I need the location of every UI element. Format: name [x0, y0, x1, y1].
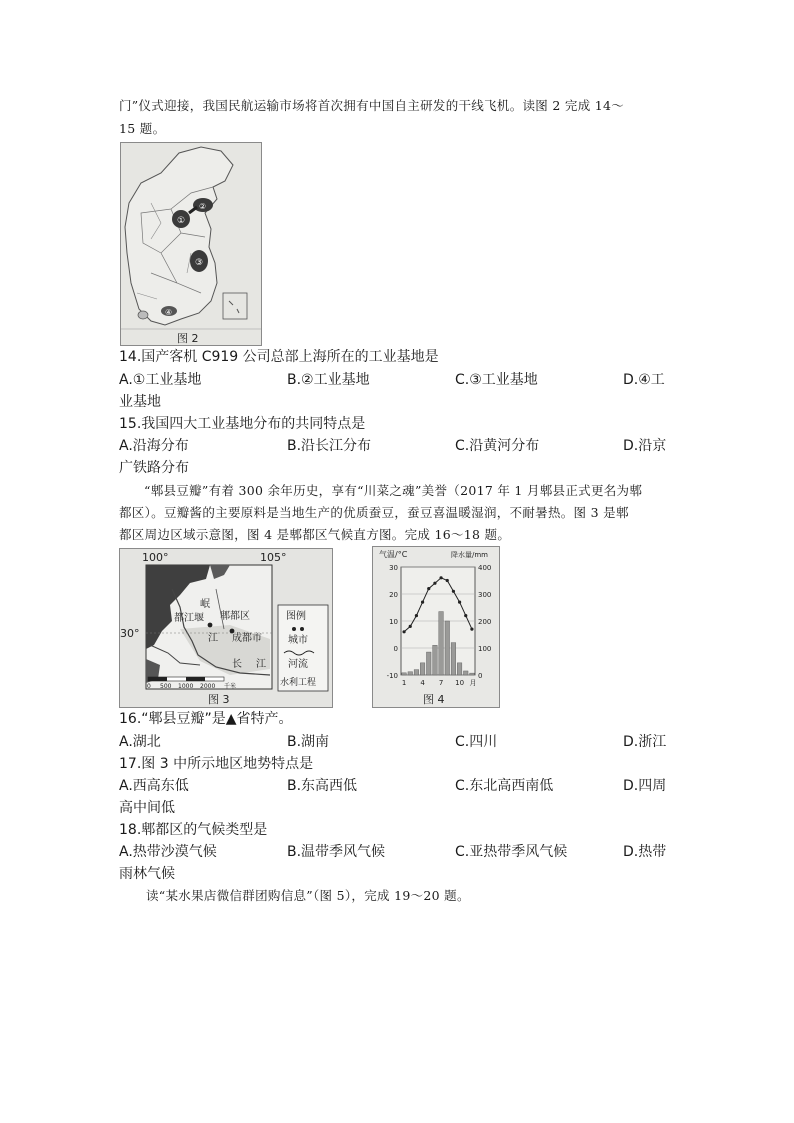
precip-tick-label: 200 [478, 618, 492, 626]
question-14-option-d[interactable]: D.④工 [623, 372, 665, 388]
question-14-option-d-wrap: 业基地 [119, 394, 161, 410]
question-16-option-b[interactable]: B.湖南 [287, 734, 330, 750]
precip-bar [420, 663, 425, 675]
scale-unit: 千米 [224, 683, 237, 690]
figure-2-map [120, 142, 262, 346]
question-14-option-c[interactable]: C.③工业基地 [455, 372, 538, 388]
precip-tick-label: 100 [478, 645, 492, 653]
temp-point [446, 579, 449, 582]
passage-line-3: 都区周边区域示意图，图 4 是郫都区气候直方图。完成 16～18 题。 [119, 527, 511, 542]
temp-point [470, 628, 473, 631]
precip-bar [457, 663, 462, 675]
legend-title: 图例 [286, 611, 306, 622]
intro-line-2: 15 题。 [119, 121, 166, 136]
month-unit-label: 月 [469, 679, 477, 687]
precip-bar [445, 621, 450, 675]
question-14-option-a[interactable]: A.①工业基地 [119, 372, 202, 388]
temp-point [439, 576, 442, 579]
question-17-option-a[interactable]: A.西高东低 [119, 778, 189, 794]
temp-point [402, 630, 405, 633]
closing-line: 读“某水果店微信群团购信息”（图 5），完成 19～20 题。 [146, 888, 470, 903]
question-18-option-b[interactable]: B.温带季风气候 [287, 844, 386, 860]
month-tick-label: 4 [420, 679, 425, 687]
precip-axis-title: 降水量/mm [451, 551, 488, 559]
question-17-option-c[interactable]: C.东北高西南低 [455, 778, 554, 794]
month-tick-label: 10 [455, 679, 465, 687]
base-label-2: ② [199, 202, 207, 211]
passage-line-2: 都区）。豆瓣酱的主要原料是当地生产的优质蚕豆，蚕豆喜温暖湿润，不耐暑热。图 3 是郫 [119, 505, 629, 520]
precip-bar [451, 643, 456, 675]
question-14-option-b[interactable]: B.②工业基地 [287, 372, 370, 388]
pidu-city-dot [208, 623, 213, 628]
scale-2000: 2000 [200, 683, 216, 690]
temp-point [409, 625, 412, 628]
place-chengdu: 成都市 [232, 633, 262, 644]
precip-bar [426, 652, 431, 675]
precip-bar [433, 645, 438, 675]
precip-tick-label: 300 [478, 591, 492, 599]
legend-river: 河流 [288, 659, 308, 670]
month-tick-label: 1 [401, 679, 407, 687]
question-15-option-d-wrap: 广铁路分布 [119, 460, 189, 476]
question-14-stem: 14.国产客机 C919 公司总部上海所在的工业基地是 [119, 349, 439, 365]
temp-tick-label: 10 [389, 618, 398, 626]
question-17-option-b[interactable]: B.东高西低 [287, 778, 358, 794]
temp-point [421, 601, 424, 604]
place-jiang-2: 江 [256, 659, 266, 670]
china-map-drawing [121, 143, 261, 345]
question-18-stem: 18.郫都区的气候类型是 [119, 822, 268, 838]
question-15-option-b[interactable]: B.沿长江分布 [287, 438, 372, 454]
question-15-stem: 15.我国四大工业基地分布的共同特点是 [119, 416, 366, 432]
question-18-option-d[interactable]: D.热带 [623, 844, 667, 860]
place-chang: 长 [232, 659, 242, 670]
base-label-3: ③ [195, 258, 204, 268]
question-15-option-c[interactable]: C.沿黄河分布 [455, 438, 540, 454]
place-jiang-1: 江 [208, 633, 218, 644]
precip-bar [463, 671, 468, 675]
month-tick-label: 7 [438, 679, 444, 687]
question-18-option-c[interactable]: C.亚热带季风气候 [455, 844, 568, 860]
temp-point [415, 614, 418, 617]
scale-0: 0 [147, 683, 151, 690]
precip-bar [414, 670, 419, 675]
intro-line-1: 门”仪式迎接，我国民航运输市场将首次拥有中国自主研发的干线飞机。读图 2 完成 14～ [119, 98, 625, 113]
question-16-option-c[interactable]: C.四川 [455, 734, 498, 750]
question-18-option-a[interactable]: A.热带沙漠气候 [119, 844, 217, 860]
precip-bar [439, 612, 444, 675]
precip-bar [470, 673, 475, 675]
lon-label-100: 100° [142, 551, 169, 564]
question-15-option-d[interactable]: D.沿京 [623, 438, 667, 454]
lat-label-30: 30° [120, 627, 140, 640]
scale-1000: 1000 [178, 683, 194, 690]
question-15-option-a[interactable]: A.沿海分布 [119, 438, 189, 454]
figure-2-caption: 图 2 [177, 332, 199, 345]
question-16-option-d[interactable]: D.浙江 [623, 734, 667, 750]
temp-tick-label: 0 [393, 645, 398, 653]
precip-bar [402, 673, 407, 675]
temp-point [458, 601, 461, 604]
base-label-1: ① [177, 216, 186, 226]
temp-point [464, 614, 467, 617]
legend-city: 城市 [288, 635, 308, 646]
temp-tick-label: 20 [389, 591, 398, 599]
legend-hydro: 水利工程 [280, 678, 317, 688]
temp-point [427, 587, 430, 590]
temp-point [452, 590, 455, 593]
question-17-option-d-wrap: 高中间低 [119, 800, 175, 816]
scale-500: 500 [160, 683, 172, 690]
temp-point [433, 582, 436, 585]
temp-axis-title: 气温/°C [379, 550, 408, 559]
question-16-option-a[interactable]: A.湖北 [119, 734, 161, 750]
question-18-option-d-wrap: 雨林气候 [119, 866, 175, 882]
question-17-option-d[interactable]: D.四周 [623, 778, 667, 794]
base-label-4: ④ [165, 308, 173, 317]
temp-tick-label: 30 [389, 564, 398, 572]
question-16-stem: 16.“郫县豆瓣”是▲省特产。 [119, 711, 293, 727]
place-min: 岷 [200, 599, 210, 610]
figure-3-map [119, 548, 333, 708]
question-17-stem: 17.图 3 中所示地区地势特点是 [119, 756, 314, 772]
precip-tick-label: 0 [478, 672, 483, 680]
figure-4-climate-chart [372, 546, 500, 708]
temp-tick-label: -10 [386, 672, 398, 680]
figure-4-caption: 图 4 [423, 693, 445, 706]
place-pidu: 郫都区 [220, 611, 250, 622]
place-dujiangyan: 都江堰 [174, 613, 204, 624]
precip-tick-label: 400 [478, 564, 492, 572]
passage-line-1: “郫县豆瓣”有着 300 余年历史，享有“川菜之魂”美誉（2017 年 1 月郫县正式更名为郫 [144, 483, 643, 498]
figure-3-caption: 图 3 [208, 693, 230, 706]
lon-label-105: 105° [260, 551, 287, 564]
precip-bar [408, 672, 413, 675]
